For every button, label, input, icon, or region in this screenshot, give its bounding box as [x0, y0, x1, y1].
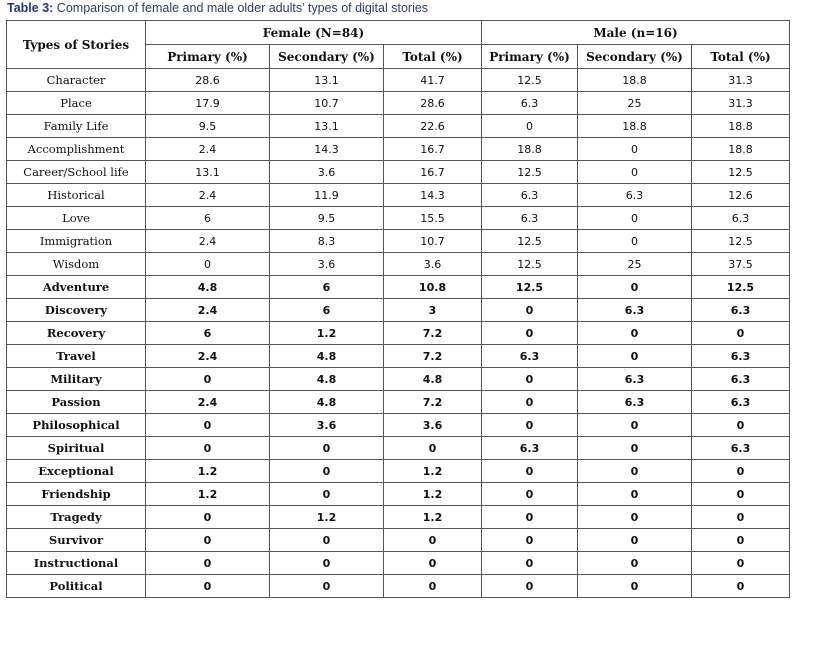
- female-primary-cell: 0: [146, 368, 270, 391]
- story-type-cell: Discovery: [7, 299, 146, 322]
- male-total-cell: 0: [692, 460, 790, 483]
- male-primary-cell: 0: [482, 299, 578, 322]
- female-total-cell: 0: [384, 437, 482, 460]
- female-primary-cell: 2.4: [146, 391, 270, 414]
- male-primary-cell: 0: [482, 115, 578, 138]
- female-secondary-cell: 13.1: [270, 69, 384, 92]
- male-primary-cell: 0: [482, 368, 578, 391]
- table-row: [7, 69, 790, 92]
- story-type-cell: Friendship: [7, 483, 146, 506]
- table-row: [7, 368, 790, 391]
- table-row: [7, 115, 790, 138]
- table-row: [7, 529, 790, 552]
- female-secondary-cell: 6: [270, 299, 384, 322]
- male-primary-cell: 0: [482, 506, 578, 529]
- female-primary-cell: 2.4: [146, 138, 270, 161]
- male-secondary-cell: 25: [578, 253, 692, 276]
- male-total-cell: 12.5: [692, 276, 790, 299]
- female-total-cell: 16.7: [384, 161, 482, 184]
- male-secondary-cell: 0: [578, 276, 692, 299]
- female-primary-cell: 0: [146, 253, 270, 276]
- male-primary-cell: 0: [482, 529, 578, 552]
- female-total-cell: 3: [384, 299, 482, 322]
- female-total-cell: 10.8: [384, 276, 482, 299]
- story-type-cell: Travel: [7, 345, 146, 368]
- story-type-cell: Instructional: [7, 552, 146, 575]
- col-header-female-primary: Primary (%): [146, 45, 270, 69]
- story-type-cell: Family Life: [7, 115, 146, 138]
- male-total-cell: 0: [692, 414, 790, 437]
- table-row: [7, 322, 790, 345]
- male-secondary-cell: 0: [578, 230, 692, 253]
- male-secondary-cell: 0: [578, 437, 692, 460]
- story-type-cell: Passion: [7, 391, 146, 414]
- female-secondary-cell: 4.8: [270, 368, 384, 391]
- male-secondary-cell: 0: [578, 460, 692, 483]
- male-secondary-cell: 0: [578, 529, 692, 552]
- male-total-cell: 6.3: [692, 391, 790, 414]
- table-row: [7, 92, 790, 115]
- male-secondary-cell: 0: [578, 575, 692, 598]
- male-secondary-cell: 0: [578, 483, 692, 506]
- female-secondary-cell: 4.8: [270, 345, 384, 368]
- table-row: [7, 299, 790, 322]
- female-secondary-cell: 3.6: [270, 253, 384, 276]
- female-total-cell: 1.2: [384, 483, 482, 506]
- female-group-header: Female (N=84): [146, 21, 482, 45]
- male-primary-cell: 6.3: [482, 92, 578, 115]
- male-total-cell: 12.5: [692, 230, 790, 253]
- female-primary-cell: 1.2: [146, 483, 270, 506]
- story-type-cell: Wisdom: [7, 253, 146, 276]
- male-total-cell: 6.3: [692, 368, 790, 391]
- table-row: [7, 161, 790, 184]
- male-secondary-cell: 6.3: [578, 391, 692, 414]
- col-header-female-total: Total (%): [384, 45, 482, 69]
- row-header-types-of-stories: Types of Stories: [7, 21, 146, 69]
- female-total-cell: 28.6: [384, 92, 482, 115]
- female-secondary-cell: 8.3: [270, 230, 384, 253]
- table-row: [7, 391, 790, 414]
- male-primary-cell: 0: [482, 460, 578, 483]
- female-secondary-cell: 3.6: [270, 414, 384, 437]
- male-total-cell: 31.3: [692, 69, 790, 92]
- male-primary-cell: 0: [482, 575, 578, 598]
- male-total-cell: 0: [692, 552, 790, 575]
- story-type-cell: Political: [7, 575, 146, 598]
- female-secondary-cell: 6: [270, 276, 384, 299]
- story-type-cell: Recovery: [7, 322, 146, 345]
- col-header-female-secondary: Secondary (%): [270, 45, 384, 69]
- female-total-cell: 4.8: [384, 368, 482, 391]
- female-primary-cell: 6: [146, 207, 270, 230]
- male-secondary-cell: 0: [578, 138, 692, 161]
- table-row: [7, 552, 790, 575]
- table-row: [7, 207, 790, 230]
- female-total-cell: 10.7: [384, 230, 482, 253]
- female-secondary-cell: 0: [270, 552, 384, 575]
- female-primary-cell: 2.4: [146, 345, 270, 368]
- male-secondary-cell: 0: [578, 207, 692, 230]
- col-header-male-secondary: Secondary (%): [578, 45, 692, 69]
- story-type-cell: Adventure: [7, 276, 146, 299]
- male-secondary-cell: 18.8: [578, 69, 692, 92]
- male-secondary-cell: 6.3: [578, 184, 692, 207]
- female-secondary-cell: 1.2: [270, 322, 384, 345]
- female-total-cell: 3.6: [384, 414, 482, 437]
- male-total-cell: 0: [692, 322, 790, 345]
- female-secondary-cell: 0: [270, 529, 384, 552]
- male-primary-cell: 6.3: [482, 437, 578, 460]
- table-row: [7, 276, 790, 299]
- female-total-cell: 0: [384, 529, 482, 552]
- female-primary-cell: 4.8: [146, 276, 270, 299]
- female-secondary-cell: 3.6: [270, 161, 384, 184]
- story-type-cell: Military: [7, 368, 146, 391]
- story-type-cell: Spiritual: [7, 437, 146, 460]
- female-primary-cell: 2.4: [146, 184, 270, 207]
- female-total-cell: 3.6: [384, 253, 482, 276]
- female-total-cell: 41.7: [384, 69, 482, 92]
- female-primary-cell: 0: [146, 575, 270, 598]
- male-primary-cell: 12.5: [482, 253, 578, 276]
- male-total-cell: 0: [692, 575, 790, 598]
- male-secondary-cell: 6.3: [578, 368, 692, 391]
- male-total-cell: 37.5: [692, 253, 790, 276]
- male-primary-cell: 6.3: [482, 207, 578, 230]
- male-primary-cell: 6.3: [482, 345, 578, 368]
- male-secondary-cell: 0: [578, 161, 692, 184]
- male-secondary-cell: 0: [578, 506, 692, 529]
- female-primary-cell: 9.5: [146, 115, 270, 138]
- male-total-cell: 6.3: [692, 207, 790, 230]
- female-secondary-cell: 0: [270, 575, 384, 598]
- female-total-cell: 22.6: [384, 115, 482, 138]
- table-row: [7, 184, 790, 207]
- female-total-cell: 0: [384, 575, 482, 598]
- male-group-header: Male (n=16): [482, 21, 790, 45]
- story-type-cell: Character: [7, 69, 146, 92]
- male-primary-cell: 18.8: [482, 138, 578, 161]
- male-secondary-cell: 0: [578, 322, 692, 345]
- female-primary-cell: 1.2: [146, 460, 270, 483]
- female-total-cell: 1.2: [384, 460, 482, 483]
- table-caption-text: Comparison of female and male older adults’ types of digital stories: [56, 1, 429, 15]
- male-primary-cell: 0: [482, 483, 578, 506]
- female-primary-cell: 13.1: [146, 161, 270, 184]
- table-row: [7, 253, 790, 276]
- table-row: [7, 483, 790, 506]
- male-secondary-cell: 0: [578, 345, 692, 368]
- female-primary-cell: 0: [146, 552, 270, 575]
- male-primary-cell: 12.5: [482, 69, 578, 92]
- female-total-cell: 16.7: [384, 138, 482, 161]
- female-primary-cell: 2.4: [146, 299, 270, 322]
- female-total-cell: 15.5: [384, 207, 482, 230]
- female-secondary-cell: 4.8: [270, 391, 384, 414]
- header-group-row: [7, 21, 790, 45]
- male-secondary-cell: 18.8: [578, 115, 692, 138]
- female-primary-cell: 17.9: [146, 92, 270, 115]
- table-row: [7, 345, 790, 368]
- table-row: [7, 138, 790, 161]
- female-total-cell: 14.3: [384, 184, 482, 207]
- male-total-cell: 0: [692, 529, 790, 552]
- male-primary-cell: 12.5: [482, 161, 578, 184]
- male-primary-cell: 6.3: [482, 184, 578, 207]
- male-primary-cell: 12.5: [482, 230, 578, 253]
- story-type-cell: Philosophical: [7, 414, 146, 437]
- table-body: [7, 69, 790, 598]
- female-total-cell: 7.2: [384, 391, 482, 414]
- male-secondary-cell: 0: [578, 414, 692, 437]
- female-primary-cell: 0: [146, 506, 270, 529]
- male-total-cell: 6.3: [692, 299, 790, 322]
- story-type-cell: Place: [7, 92, 146, 115]
- table-row: [7, 506, 790, 529]
- table-row: [7, 230, 790, 253]
- male-primary-cell: 12.5: [482, 276, 578, 299]
- female-total-cell: 1.2: [384, 506, 482, 529]
- female-secondary-cell: 0: [270, 483, 384, 506]
- male-total-cell: 18.8: [692, 138, 790, 161]
- male-total-cell: 12.5: [692, 161, 790, 184]
- male-primary-cell: 0: [482, 414, 578, 437]
- story-type-cell: Immigration: [7, 230, 146, 253]
- story-type-cell: Survivor: [7, 529, 146, 552]
- female-primary-cell: 6: [146, 322, 270, 345]
- female-secondary-cell: 0: [270, 437, 384, 460]
- male-secondary-cell: 0: [578, 552, 692, 575]
- story-type-cell: Historical: [7, 184, 146, 207]
- female-primary-cell: 0: [146, 437, 270, 460]
- male-primary-cell: 0: [482, 552, 578, 575]
- story-type-cell: Exceptional: [7, 460, 146, 483]
- table-caption: [7, 1, 428, 15]
- table-caption-label: Table 3:: [7, 1, 54, 15]
- male-primary-cell: 0: [482, 391, 578, 414]
- male-total-cell: 6.3: [692, 437, 790, 460]
- story-type-cell: Accomplishment: [7, 138, 146, 161]
- female-primary-cell: 2.4: [146, 230, 270, 253]
- story-types-table: [6, 20, 790, 598]
- male-total-cell: 31.3: [692, 92, 790, 115]
- table-row: [7, 575, 790, 598]
- story-type-cell: Love: [7, 207, 146, 230]
- table-row: [7, 460, 790, 483]
- male-total-cell: 6.3: [692, 345, 790, 368]
- male-total-cell: 12.6: [692, 184, 790, 207]
- female-secondary-cell: 14.3: [270, 138, 384, 161]
- female-total-cell: 7.2: [384, 322, 482, 345]
- col-header-male-total: Total (%): [692, 45, 790, 69]
- story-type-cell: Tragedy: [7, 506, 146, 529]
- male-secondary-cell: 6.3: [578, 299, 692, 322]
- female-secondary-cell: 11.9: [270, 184, 384, 207]
- table-row: [7, 414, 790, 437]
- female-primary-cell: 0: [146, 529, 270, 552]
- male-total-cell: 0: [692, 483, 790, 506]
- female-secondary-cell: 0: [270, 460, 384, 483]
- female-secondary-cell: 9.5: [270, 207, 384, 230]
- male-total-cell: 0: [692, 506, 790, 529]
- female-secondary-cell: 10.7: [270, 92, 384, 115]
- male-total-cell: 18.8: [692, 115, 790, 138]
- female-secondary-cell: 1.2: [270, 506, 384, 529]
- female-primary-cell: 0: [146, 414, 270, 437]
- female-total-cell: 0: [384, 552, 482, 575]
- col-header-male-primary: Primary (%): [482, 45, 578, 69]
- male-secondary-cell: 25: [578, 92, 692, 115]
- female-primary-cell: 28.6: [146, 69, 270, 92]
- table-row: [7, 437, 790, 460]
- female-secondary-cell: 13.1: [270, 115, 384, 138]
- female-total-cell: 7.2: [384, 345, 482, 368]
- story-type-cell: Career/School life: [7, 161, 146, 184]
- male-primary-cell: 0: [482, 322, 578, 345]
